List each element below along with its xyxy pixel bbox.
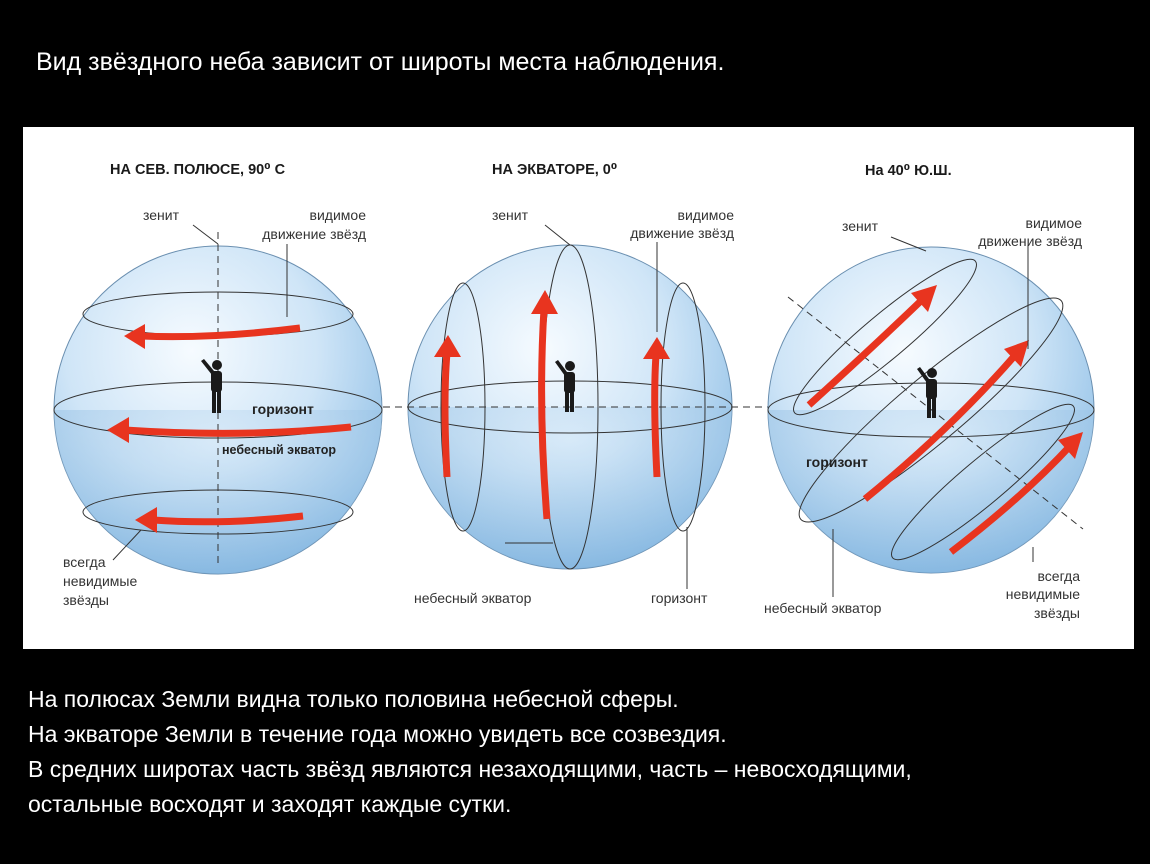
label-never-line2: невидимые bbox=[1005, 586, 1080, 602]
slide-title: Вид звёздного неба зависит от широты места наблюдения. bbox=[36, 48, 725, 76]
header-north-pole: НА СЕВ. ПОЛЮСЕ, 90⁰ С bbox=[110, 162, 286, 178]
caption-line: На экваторе Земли в течение года можно увидеть все созвездия. bbox=[28, 721, 727, 747]
label-zenith: зенит bbox=[842, 218, 879, 234]
label-celestial-equator: небесный экватор bbox=[764, 600, 882, 616]
celestial-sphere-diagram bbox=[23, 127, 1134, 649]
caption-line: остальные восходят и заходят каждые сутки. bbox=[28, 791, 512, 817]
label-never-line2: невидимые bbox=[63, 573, 138, 589]
sphere-south-40 bbox=[768, 237, 1094, 597]
caption-line: В средних широтах часть звёзд являются незаходящими, часть – невосходящими, bbox=[28, 756, 912, 782]
sphere-north-pole bbox=[54, 225, 382, 574]
label-never-line3: звёзды bbox=[1034, 605, 1080, 621]
diagram-canvas bbox=[23, 127, 1134, 649]
label-motion-line1: видимое bbox=[1025, 215, 1082, 231]
label-horizon: горизонт bbox=[651, 590, 708, 606]
sphere-equator bbox=[383, 225, 768, 589]
label-never-line3: звёзды bbox=[63, 592, 109, 608]
label-celestial-equator: небесный экватор bbox=[414, 590, 532, 606]
zenith-leader bbox=[545, 225, 570, 245]
header-equator: НА ЭКВАТОРЕ, 0⁰ bbox=[492, 162, 618, 178]
label-never-line1: всегда bbox=[63, 554, 106, 570]
label-motion-line1: видимое bbox=[309, 207, 366, 223]
caption bbox=[28, 682, 912, 822]
label-motion-line2: движение звёзд bbox=[262, 226, 366, 242]
label-horizon: горизонт bbox=[806, 454, 868, 470]
sphere-lower-half bbox=[768, 410, 1094, 573]
label-motion-line1: видимое bbox=[677, 207, 734, 223]
header-south-40: На 40⁰ Ю.Ш. bbox=[865, 163, 952, 179]
label-motion-line2: движение звёзд bbox=[630, 225, 734, 241]
zenith-leader bbox=[193, 225, 218, 244]
label-celestial-equator: небесный экватор bbox=[222, 443, 337, 457]
label-motion-line2: движение звёзд bbox=[978, 233, 1082, 249]
label-never-line1: всегда bbox=[1037, 568, 1080, 584]
label-zenith: зенит bbox=[143, 207, 180, 223]
label-zenith: зенит bbox=[492, 207, 529, 223]
caption-line: На полюсах Земли видна только половина небесной сферы. bbox=[28, 686, 679, 712]
star-motion-arrow bbox=[445, 353, 447, 477]
label-horizon: горизонт bbox=[252, 401, 314, 417]
star-motion-arrow bbox=[655, 355, 657, 477]
sphere-lower-half bbox=[408, 407, 732, 569]
